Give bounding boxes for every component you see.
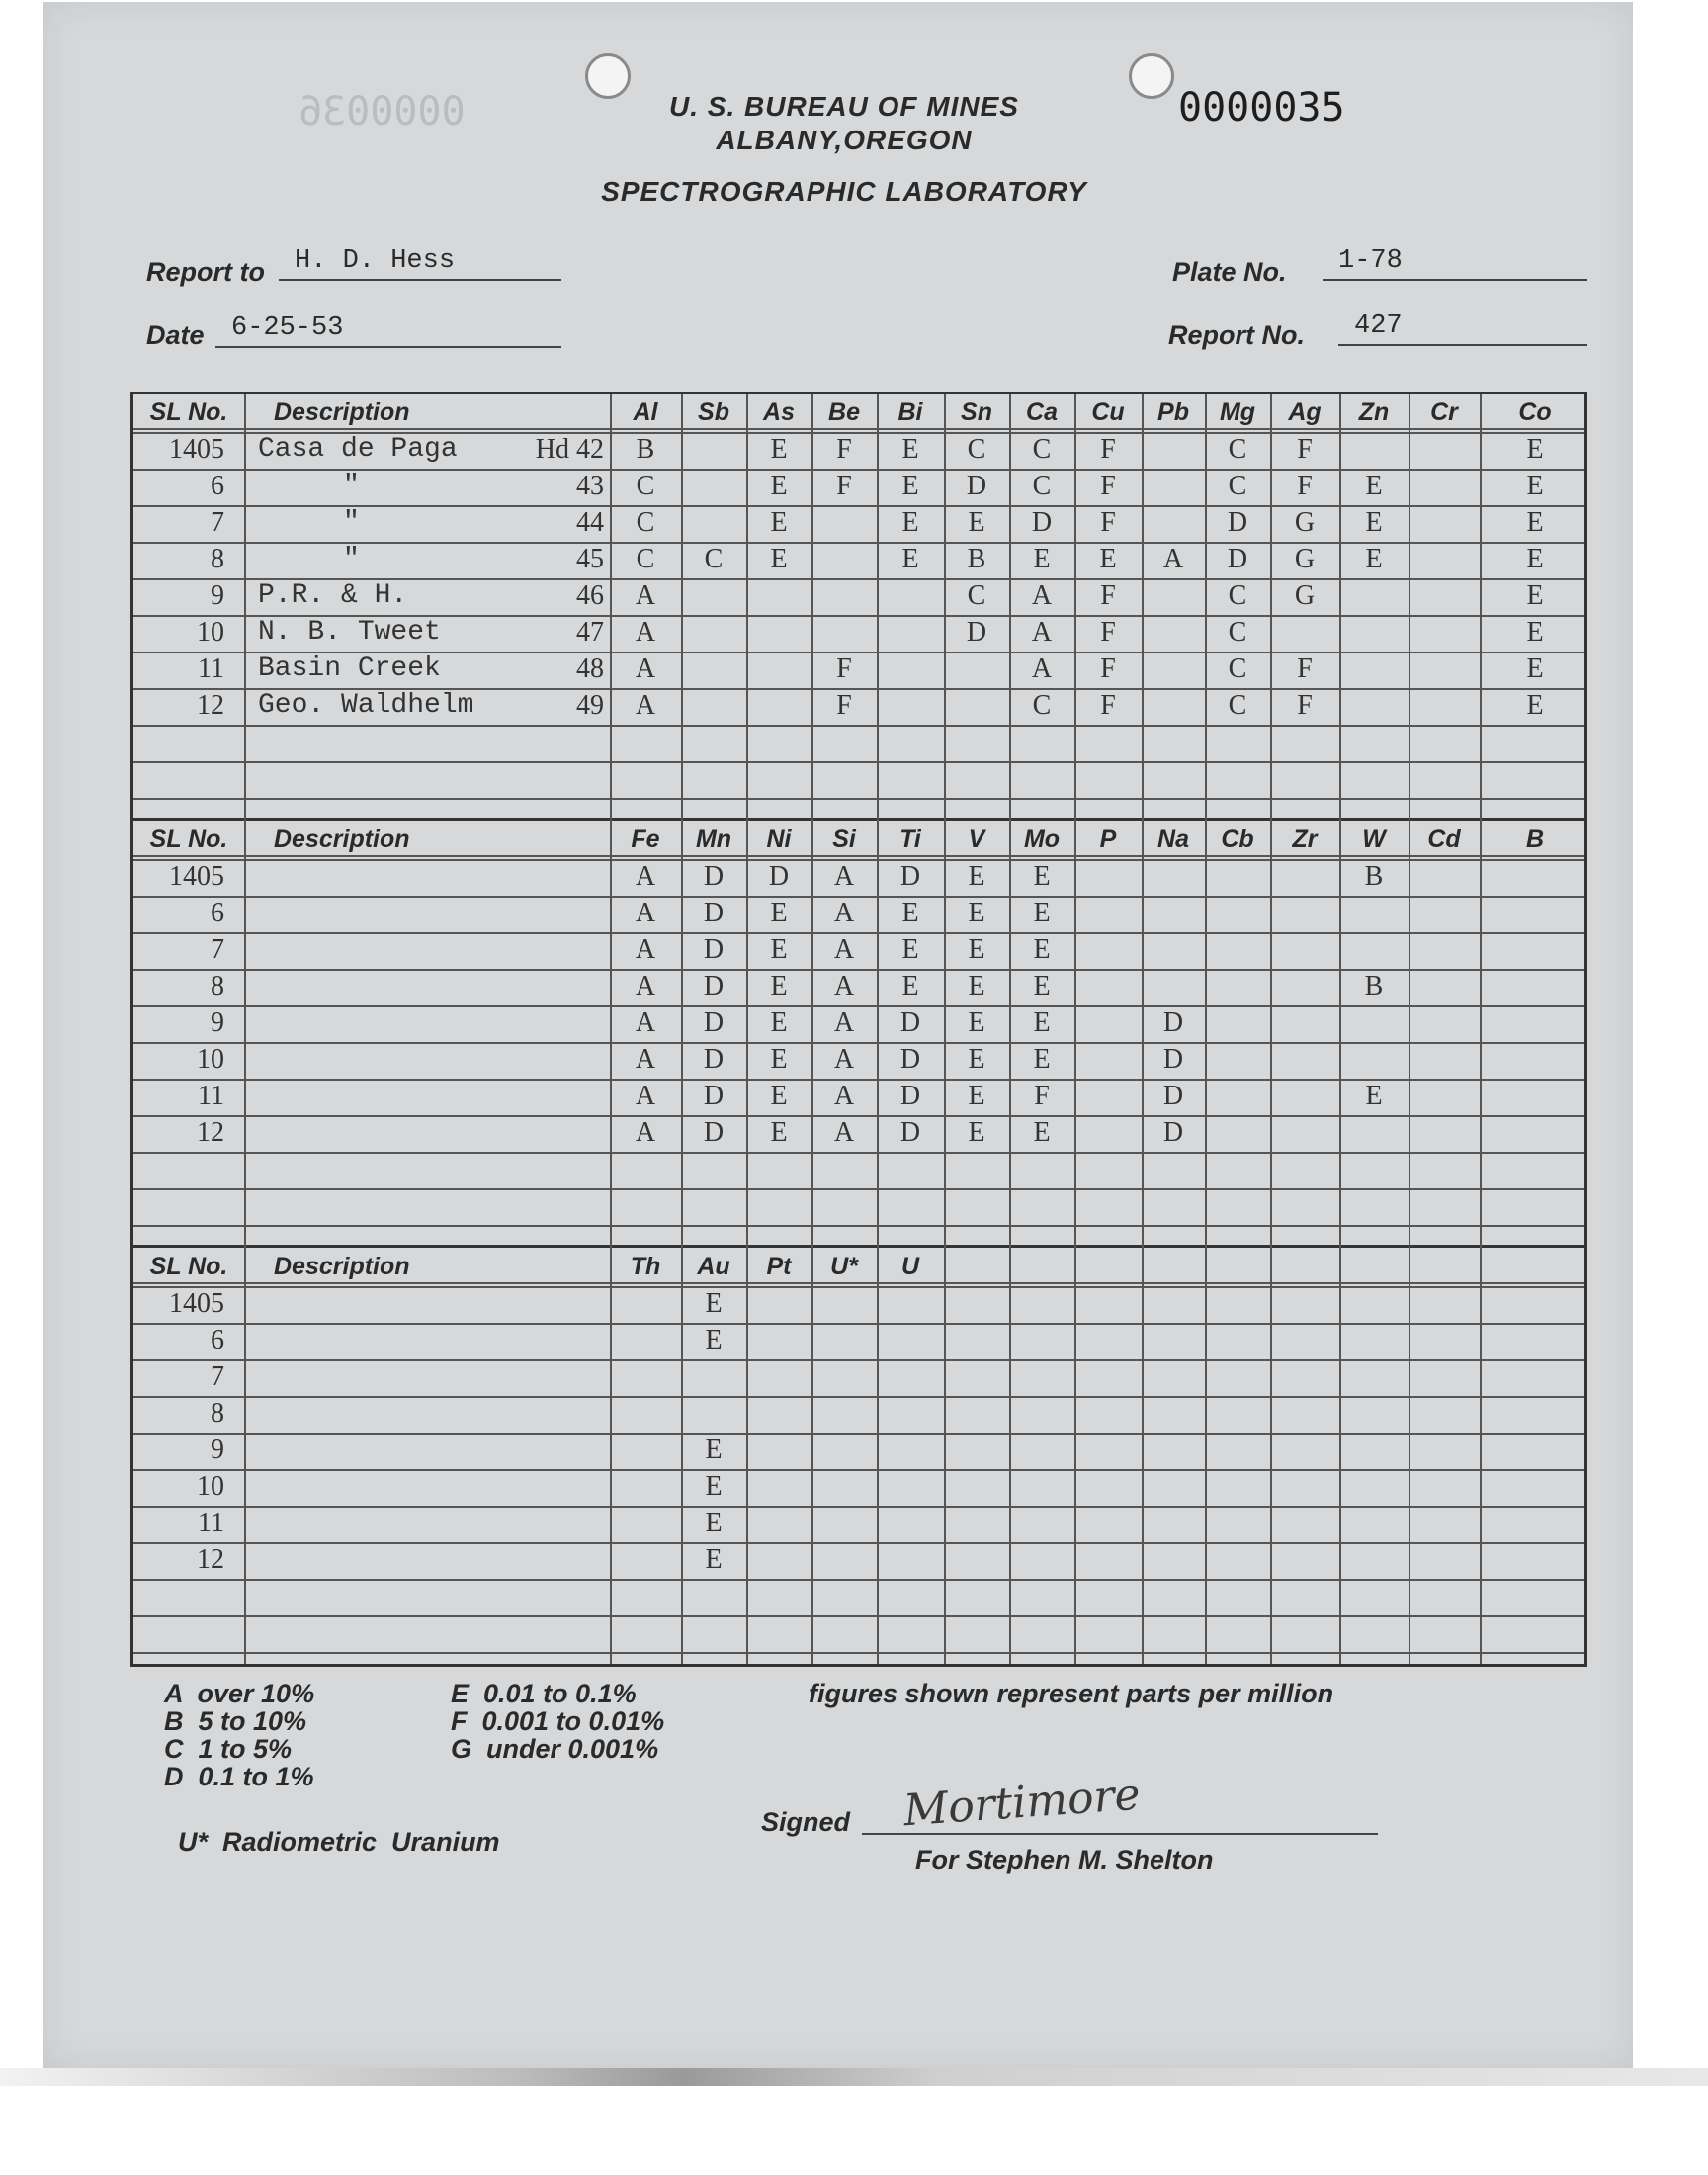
concentration-cell: F xyxy=(1034,1081,1050,1111)
element-header: Zr xyxy=(1292,826,1318,853)
concentration-cell: E xyxy=(770,507,788,538)
report-to-value: H. D. Hess xyxy=(279,245,561,281)
element-header: Mo xyxy=(1023,826,1061,853)
concentration-cell: A xyxy=(635,1117,656,1148)
concentration-cell: E xyxy=(1526,507,1544,538)
header-rule xyxy=(133,1286,1584,1288)
concentration-cell: E xyxy=(968,861,985,892)
legend-c: C 1 to 5% xyxy=(164,1734,293,1764)
sl-no-cell: 8 xyxy=(211,1398,224,1429)
concentration-cell: G xyxy=(1294,507,1316,538)
element-header: Na xyxy=(1157,826,1189,853)
concentration-cell: F xyxy=(1100,471,1116,501)
concentration-cell: B xyxy=(636,434,655,465)
sl-no-header: SL No. xyxy=(149,826,228,853)
sl-no-cell: 9 xyxy=(211,580,224,611)
description-header: Description xyxy=(274,826,410,853)
concentration-cell: A xyxy=(635,1044,656,1075)
row-rule xyxy=(133,1469,1584,1471)
ppm-note: figures shown represent parts per million xyxy=(809,1679,1334,1708)
concentration-cell: E xyxy=(770,971,788,1001)
concentration-cell: D xyxy=(899,1007,921,1038)
concentration-cell: F xyxy=(1297,434,1313,465)
concentration-cell: E xyxy=(968,1044,985,1075)
column-rule xyxy=(877,394,879,1664)
bleedthrough-number: 0000036 xyxy=(299,89,466,134)
element-header: Zn xyxy=(1358,398,1390,426)
element-header: Al xyxy=(633,398,658,426)
header-rule xyxy=(133,855,1584,857)
legend-d: D 0.1 to 1% xyxy=(164,1762,314,1791)
row-rule xyxy=(133,1396,1584,1398)
concentration-cell: F xyxy=(836,690,852,721)
concentration-cell: E xyxy=(968,898,985,928)
element-header: Pt xyxy=(766,1253,792,1280)
sl-no-cell: 8 xyxy=(211,971,224,1001)
row-rule xyxy=(133,761,1584,763)
description-cell: P.R. & H. xyxy=(258,580,408,611)
sl-no-cell: 11 xyxy=(198,1081,224,1111)
concentration-cell: E xyxy=(968,934,985,965)
section-rule xyxy=(133,818,1584,821)
concentration-cell: E xyxy=(1033,544,1051,574)
column-rule xyxy=(1074,394,1076,1664)
element-header: Ca xyxy=(1026,398,1058,426)
concentration-cell: E xyxy=(1365,1081,1383,1111)
concentration-cell: A xyxy=(833,1007,855,1038)
sl-no-cell: 7 xyxy=(211,1361,224,1392)
row-rule xyxy=(133,1542,1584,1544)
concentration-cell: G xyxy=(1294,544,1316,574)
hd-number-cell: 47 xyxy=(576,617,604,648)
column-rule xyxy=(811,394,813,1664)
plate-label: Plate No. xyxy=(1172,257,1287,287)
sl-no-cell: 11 xyxy=(198,653,224,684)
report-no-label: Report No. xyxy=(1168,320,1305,350)
concentration-cell: E xyxy=(901,544,919,574)
concentration-cell: B xyxy=(967,544,986,574)
column-rule xyxy=(1009,394,1011,1664)
concentration-cell: A xyxy=(635,898,656,928)
concentration-cell: E xyxy=(1365,471,1383,501)
concentration-cell: A xyxy=(635,653,656,684)
column-rule xyxy=(1409,394,1410,1664)
column-rule xyxy=(681,394,683,1664)
row-rule xyxy=(133,1152,1584,1154)
concentration-cell: A xyxy=(635,580,656,611)
concentration-cell: E xyxy=(770,434,788,465)
sl-no-cell: 1405 xyxy=(169,1288,224,1319)
concentration-cell: D xyxy=(899,1044,921,1075)
concentration-cell: E xyxy=(1526,617,1544,648)
description-cell: " xyxy=(343,544,360,574)
document-number: 0000035 xyxy=(1178,85,1345,130)
concentration-cell: F xyxy=(1100,580,1116,611)
concentration-cell: D xyxy=(703,1081,725,1111)
concentration-cell: F xyxy=(836,653,852,684)
date-value: 6-25-53 xyxy=(215,312,561,348)
element-header: Bi xyxy=(897,398,923,426)
concentration-cell: D xyxy=(1162,1117,1184,1148)
sl-no-header: SL No. xyxy=(149,398,228,426)
row-rule xyxy=(133,1433,1584,1435)
concentration-cell: E xyxy=(705,1435,723,1465)
sl-no-cell: 1405 xyxy=(169,434,224,465)
concentration-cell: D xyxy=(1031,507,1053,538)
concentration-cell: D xyxy=(1162,1081,1184,1111)
concentration-cell: E xyxy=(901,898,919,928)
description-cell: " xyxy=(343,507,360,538)
concentration-cell: E xyxy=(901,434,919,465)
concentration-cell: F xyxy=(1100,434,1116,465)
concentration-cell: A xyxy=(635,861,656,892)
concentration-cell: E xyxy=(705,1508,723,1538)
concentration-cell: D xyxy=(1227,544,1248,574)
concentration-cell: A xyxy=(635,617,656,648)
sl-no-cell: 10 xyxy=(197,617,224,648)
concentration-cell: E xyxy=(968,1117,985,1148)
sl-no-cell: 10 xyxy=(197,1471,224,1502)
concentration-cell: C xyxy=(1228,653,1247,684)
concentration-cell: E xyxy=(1033,1007,1051,1038)
sl-no-cell: 9 xyxy=(211,1007,224,1038)
section-rule xyxy=(133,1245,1584,1248)
legend-f: F 0.001 to 0.01% xyxy=(451,1706,665,1736)
description-cell: Geo. Waldhelm xyxy=(258,690,474,721)
element-header: Cr xyxy=(1430,398,1458,426)
concentration-cell: D xyxy=(1162,1007,1184,1038)
legend-a: A over 10% xyxy=(164,1679,315,1708)
row-rule xyxy=(133,725,1584,727)
report-to-label: Report to xyxy=(146,257,265,287)
concentration-cell: F xyxy=(836,434,852,465)
column-rule xyxy=(944,394,946,1664)
row-rule xyxy=(133,1323,1584,1325)
lab-title: SPECTROGRAPHIC LABORATORY xyxy=(601,176,1087,207)
concentration-cell: E xyxy=(901,934,919,965)
concentration-cell: E xyxy=(1033,934,1051,965)
column-rule xyxy=(1480,394,1482,1664)
sl-no-cell: 12 xyxy=(197,1544,224,1575)
concentration-cell: A xyxy=(1162,544,1184,574)
element-header: U* xyxy=(830,1253,858,1280)
concentration-cell: A xyxy=(833,1117,855,1148)
concentration-cell: A xyxy=(833,861,855,892)
legend-b: B 5 to 10% xyxy=(164,1706,307,1736)
concentration-cell: E xyxy=(770,544,788,574)
sl-no-cell: 6 xyxy=(211,898,224,928)
row-rule xyxy=(133,1506,1584,1508)
hd-number-cell: 46 xyxy=(576,580,604,611)
concentration-cell: E xyxy=(705,1471,723,1502)
hd-number-cell: 44 xyxy=(576,507,604,538)
description-cell: N. B. Tweet xyxy=(258,617,441,648)
description-cell: Basin Creek xyxy=(258,653,441,684)
concentration-cell: E xyxy=(968,1007,985,1038)
concentration-cell: C xyxy=(704,544,724,574)
concentration-cell: C xyxy=(1032,471,1052,501)
signature: Mortimore xyxy=(901,1769,1143,1837)
concentration-cell: F xyxy=(836,471,852,501)
concentration-cell: C xyxy=(967,434,986,465)
concentration-cell: E xyxy=(770,471,788,501)
element-header: Fe xyxy=(631,826,660,853)
element-header: Cd xyxy=(1427,826,1461,853)
concentration-cell: E xyxy=(1365,544,1383,574)
element-header: Sn xyxy=(961,398,992,426)
concentration-cell: D xyxy=(1162,1044,1184,1075)
scan-edge xyxy=(0,2068,1708,2086)
column-rule xyxy=(1339,394,1341,1664)
concentration-cell: A xyxy=(1031,617,1053,648)
element-header: V xyxy=(968,826,985,853)
legend-e: E 0.01 to 0.1% xyxy=(451,1679,637,1708)
analysis-table xyxy=(130,392,1587,1667)
concentration-cell: D xyxy=(899,861,921,892)
element-header: Si xyxy=(832,826,856,853)
concentration-cell: E xyxy=(770,1007,788,1038)
concentration-cell: E xyxy=(1033,1044,1051,1075)
row-rule xyxy=(133,1652,1584,1654)
legend-g: G under 0.001% xyxy=(451,1734,659,1764)
plate-value: 1-78 xyxy=(1323,245,1587,281)
concentration-cell: C xyxy=(1228,617,1247,648)
sl-no-cell: 11 xyxy=(198,1508,224,1538)
concentration-cell: F xyxy=(1100,507,1116,538)
concentration-cell: A xyxy=(833,934,855,965)
sl-no-cell: 7 xyxy=(211,934,224,965)
concentration-cell: E xyxy=(1033,971,1051,1001)
concentration-cell: E xyxy=(1526,544,1544,574)
concentration-cell: G xyxy=(1294,580,1316,611)
concentration-cell: A xyxy=(635,690,656,721)
concentration-cell: E xyxy=(901,507,919,538)
concentration-cell: E xyxy=(705,1325,723,1355)
concentration-cell: D xyxy=(1227,507,1248,538)
column-rule xyxy=(1270,394,1272,1664)
element-header: B xyxy=(1525,826,1545,853)
hd-number-cell: 49 xyxy=(576,690,604,721)
concentration-cell: C xyxy=(967,580,986,611)
concentration-cell: E xyxy=(1526,690,1544,721)
sl-no-cell: 1405 xyxy=(169,861,224,892)
sl-no-cell: 10 xyxy=(197,1044,224,1075)
concentration-cell: C xyxy=(636,544,655,574)
concentration-cell: E xyxy=(770,898,788,928)
concentration-cell: D xyxy=(703,1117,725,1148)
signed-label: Signed xyxy=(761,1807,851,1837)
hd-number-cell: Hd 42 xyxy=(535,434,604,465)
sl-no-cell: 12 xyxy=(197,690,224,721)
element-header: W xyxy=(1362,826,1386,853)
concentration-cell: E xyxy=(1526,471,1544,501)
sl-no-cell: 8 xyxy=(211,544,224,574)
concentration-cell: D xyxy=(703,1044,725,1075)
report-sheet xyxy=(43,2,1633,2068)
uranium-note: U* Radiometric Uranium xyxy=(178,1827,500,1857)
concentration-cell: E xyxy=(968,971,985,1001)
element-header: Ti xyxy=(899,826,921,853)
concentration-cell: B xyxy=(1364,971,1384,1001)
sl-no-cell: 9 xyxy=(211,1435,224,1465)
concentration-cell: F xyxy=(1100,617,1116,648)
row-rule xyxy=(133,1359,1584,1361)
concentration-cell: C xyxy=(636,507,655,538)
concentration-cell: A xyxy=(1031,653,1053,684)
concentration-cell: E xyxy=(1365,507,1383,538)
punch-hole-right xyxy=(1129,53,1174,99)
concentration-cell: D xyxy=(703,1007,725,1038)
date-label: Date xyxy=(146,320,205,350)
concentration-cell: F xyxy=(1297,690,1313,721)
concentration-cell: E xyxy=(901,471,919,501)
element-header: As xyxy=(763,398,795,426)
concentration-cell: A xyxy=(635,1007,656,1038)
concentration-cell: D xyxy=(768,861,790,892)
description-header: Description xyxy=(274,398,410,426)
sl-no-cell: 12 xyxy=(197,1117,224,1148)
signed-for: For Stephen M. Shelton xyxy=(915,1845,1214,1874)
sl-no-cell: 6 xyxy=(211,1325,224,1355)
hd-number-cell: 45 xyxy=(576,544,604,574)
sl-no-cell: 6 xyxy=(211,471,224,501)
row-rule xyxy=(133,1188,1584,1190)
concentration-cell: A xyxy=(1031,580,1053,611)
element-header: Au xyxy=(697,1253,730,1280)
report-no-value: 427 xyxy=(1338,310,1587,346)
concentration-cell: F xyxy=(1297,653,1313,684)
concentration-cell: E xyxy=(1526,580,1544,611)
concentration-cell: E xyxy=(705,1544,723,1575)
concentration-cell: B xyxy=(1364,861,1384,892)
sl-no-cell: 7 xyxy=(211,507,224,538)
element-header: Mg xyxy=(1219,398,1256,426)
concentration-cell: E xyxy=(770,1117,788,1148)
concentration-cell: E xyxy=(770,934,788,965)
concentration-cell: C xyxy=(1228,434,1247,465)
concentration-cell: E xyxy=(901,971,919,1001)
concentration-cell: C xyxy=(1228,471,1247,501)
concentration-cell: E xyxy=(1033,1117,1051,1148)
concentration-cell: A xyxy=(833,971,855,1001)
concentration-cell: C xyxy=(1032,434,1052,465)
row-rule xyxy=(133,1615,1584,1617)
concentration-cell: E xyxy=(968,507,985,538)
element-header: Pb xyxy=(1157,398,1189,426)
concentration-cell: D xyxy=(703,934,725,965)
concentration-cell: D xyxy=(899,1081,921,1111)
concentration-cell: D xyxy=(703,971,725,1001)
concentration-cell: E xyxy=(1033,861,1051,892)
hd-number-cell: 43 xyxy=(576,471,604,501)
concentration-cell: C xyxy=(1032,690,1052,721)
element-header: Sb xyxy=(698,398,729,426)
concentration-cell: E xyxy=(705,1288,723,1319)
concentration-cell: F xyxy=(1100,690,1116,721)
concentration-cell: D xyxy=(703,898,725,928)
agency-title: U. S. BUREAU OF MINES xyxy=(669,91,1019,122)
row-rule xyxy=(133,1579,1584,1581)
sl-no-header: SL No. xyxy=(149,1253,228,1280)
description-cell: " xyxy=(343,471,360,501)
concentration-cell: A xyxy=(833,1044,855,1075)
element-header: Cb xyxy=(1221,826,1254,853)
concentration-cell: A xyxy=(635,1081,656,1111)
concentration-cell: E xyxy=(1099,544,1117,574)
element-header: U xyxy=(900,1253,920,1280)
hd-number-cell: 48 xyxy=(576,653,604,684)
column-rule xyxy=(1205,394,1207,1664)
concentration-cell: C xyxy=(1228,690,1247,721)
column-rule xyxy=(1142,394,1144,1664)
element-header: Co xyxy=(1518,398,1552,426)
concentration-cell: D xyxy=(703,861,725,892)
concentration-cell: E xyxy=(1033,898,1051,928)
element-header: Mn xyxy=(695,826,732,853)
concentration-cell: C xyxy=(1228,580,1247,611)
element-header: P xyxy=(1099,826,1117,853)
concentration-cell: D xyxy=(966,471,987,501)
row-rule xyxy=(133,1225,1584,1227)
agency-location: ALBANY,OREGON xyxy=(716,125,973,155)
header-rule xyxy=(133,428,1584,430)
column-rule xyxy=(746,394,748,1664)
concentration-cell: A xyxy=(833,898,855,928)
description-header: Description xyxy=(274,1253,410,1280)
header-rule xyxy=(133,1282,1584,1284)
concentration-cell: E xyxy=(968,1081,985,1111)
element-header: Be xyxy=(828,398,860,426)
column-rule xyxy=(244,394,246,1664)
concentration-cell: E xyxy=(1526,653,1544,684)
description-cell: Casa de Paga xyxy=(258,434,458,465)
concentration-cell: E xyxy=(770,1081,788,1111)
element-header: Th xyxy=(630,1253,661,1280)
concentration-cell: E xyxy=(770,1044,788,1075)
concentration-cell: A xyxy=(635,971,656,1001)
element-header: Ag xyxy=(1288,398,1322,426)
concentration-cell: A xyxy=(833,1081,855,1111)
concentration-cell: F xyxy=(1100,653,1116,684)
concentration-cell: D xyxy=(966,617,987,648)
row-rule xyxy=(133,798,1584,800)
concentration-cell: F xyxy=(1297,471,1313,501)
column-rule xyxy=(610,394,612,1664)
concentration-cell: A xyxy=(635,934,656,965)
element-header: Cu xyxy=(1091,398,1125,426)
concentration-cell: D xyxy=(899,1117,921,1148)
concentration-cell: C xyxy=(636,471,655,501)
element-header: Ni xyxy=(766,826,792,853)
concentration-cell: E xyxy=(1526,434,1544,465)
